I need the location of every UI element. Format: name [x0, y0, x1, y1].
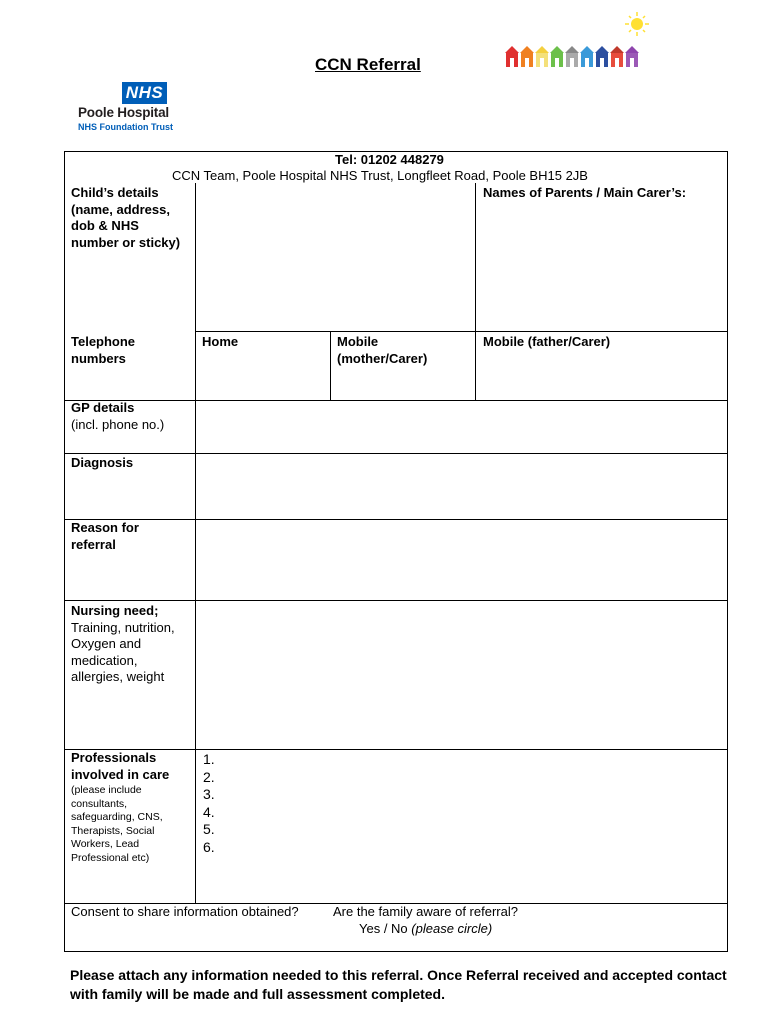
list-item: 5. — [203, 821, 215, 837]
consent-question: Consent to share information obtained? — [71, 904, 299, 919]
parents-field[interactable] — [476, 202, 727, 330]
professionals-label: Professionals involved in care — [71, 750, 170, 782]
mobile-mother-label: Mobile (mother/Carer) — [337, 334, 428, 366]
professionals-field[interactable] — [225, 750, 727, 902]
row-divider — [195, 331, 728, 332]
beach-huts-icon — [505, 46, 639, 67]
parents-label: Names of Parents / Main Carer’s: — [483, 185, 687, 200]
nursing-need-field[interactable] — [196, 601, 727, 748]
list-item: 2. — [203, 768, 215, 785]
list-item: 4. — [203, 803, 215, 820]
diagnosis-field[interactable] — [196, 454, 727, 518]
gp-details-field[interactable] — [196, 401, 727, 452]
sun-icon — [625, 12, 649, 36]
family-aware-question: Are the family aware of referral? — [333, 904, 518, 919]
list-item: 6. — [203, 838, 215, 855]
column-divider — [330, 331, 331, 401]
yes-no-answer[interactable]: Yes / No (please circle) — [359, 921, 493, 936]
list-item: 3. — [203, 786, 215, 802]
child-details-label: Child’s details (name, address, dob & NHS number or sticky) — [71, 185, 181, 250]
reason-label: Reason for referral — [71, 520, 139, 552]
gp-details-label: GP details (incl. phone no.) — [71, 400, 165, 432]
page-title: CCN Referral — [315, 55, 421, 74]
mobile-father-label: Mobile (father/Carer) — [483, 334, 611, 349]
reason-field[interactable] — [196, 520, 727, 599]
professionals-list — [203, 751, 215, 856]
home-phone-label: Home — [202, 334, 239, 349]
list-item: 1. — [203, 751, 215, 767]
child-details-field[interactable] — [196, 184, 474, 330]
tel-number: Tel: 01202 448279 — [335, 152, 444, 167]
referral-form — [64, 151, 728, 952]
houses-and-sun-icon — [500, 8, 650, 70]
trust-name: NHS Foundation Trust — [78, 122, 173, 132]
diagnosis-label: Diagnosis — [71, 455, 134, 470]
footer-note: Please attach any information needed to this referral. Once Referral received and accepted contact with family will be made and full assessment completed. — [70, 967, 727, 1002]
professionals-note: (please include consultants, safeguarding, CNS, Therapists, Social Workers, Lead Professional etc) — [71, 784, 163, 864]
hospital-name: Poole Hospital — [78, 105, 169, 120]
telephone-label: Telephone numbers — [71, 334, 136, 366]
nursing-need-label: Nursing need; Training, nutrition, Oxygen and medication, allergies, weight — [71, 603, 175, 684]
team-address: CCN Team, Poole Hospital NHS Trust, Longfleet Road, Poole BH15 2JB — [172, 168, 588, 183]
nhs-badge: NHS — [122, 82, 167, 104]
